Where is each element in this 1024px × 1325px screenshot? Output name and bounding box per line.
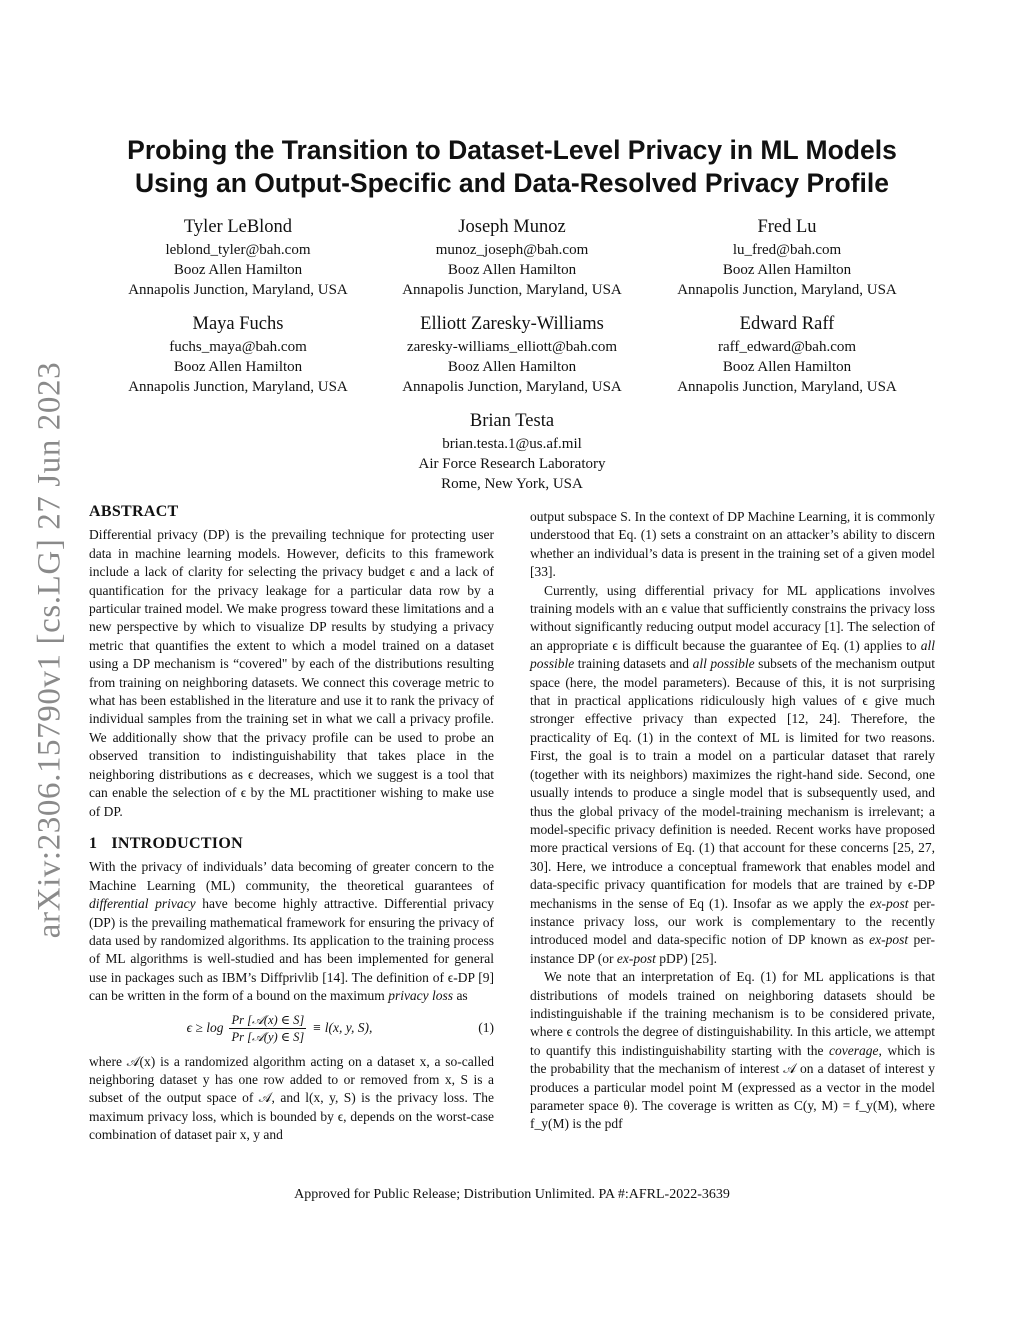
right-column [530,508,935,1134]
author-block [642,311,932,397]
author-location: Annapolis Junction, Maryland, USA [402,282,622,298]
emphasis-text: ex-post [616,950,656,966]
author-email: brian.testa.1@us.af.mil [442,436,582,452]
text-run: per-instance DP (or [530,932,936,966]
author-location: Rome, New York, USA [441,476,583,492]
equation-lhs: ϵ ≥ log [186,1019,224,1035]
author-org: Booz Allen Hamilton [447,359,577,375]
right-paragraph-2 [530,582,935,969]
text-run: have become highly attractive. Differential privacy (DP) is the prevailing mathematical framework for ensuring the privacy of data used by randomized algorithms. Its application to the training process of ML algorithms is well-studied and has been implemented for general use in packages such as IBM’s Diffprivlib [14]. The definition of ϵ-DP [9] can be written in the form of a bound on the maximum [89,896,494,1004]
section-number: 1 [89,834,98,852]
text-run: We note that an interpretation of Eq. (1) for ML applications is that distributions of models trained on neighboring datasets should be indistinguishable if the training mechanism is to be considered private, where ϵ controls the degree of distinguishability. In this article, we attempt to quantify this indistinguishability starting with the [530,969,935,1058]
author-name: Edward Raff [739,314,835,334]
author-block [367,408,657,494]
abstract-heading: ABSTRACT [89,503,179,520]
title-line-2: Using an Output-Specific and Data-Resolved Privacy Profile [135,168,889,198]
author-block [93,311,383,397]
emphasis-text: all possible [530,637,935,672]
author-name: Maya Fuchs [192,314,284,334]
author-email: munoz_joseph@bah.com [435,242,589,258]
text-run: , which is the probability that the mechanism of interest 𝒜 on a dataset of interest y produces a particular model point M (expressed as a vector in the model parameter space θ). The coverage is written as C(y, M) = f_y(M), where f_y(M) is the pdf [530,1042,935,1132]
equation-fraction [229,1012,306,1045]
title-line-1: Probing the Transition to Dataset-Level Privacy in ML Models [127,135,897,165]
paper-title [80,134,944,200]
text-run: per-instance privacy loss, our work is complementary to the recently introduced model and data-specific notion of DP known as [530,895,935,948]
emphasis-text: coverage [829,1042,879,1058]
text-run: subsets of the mechanism output space (here, the model parameters). Because of this, it is not surprising that in practical applications ridiculously high values of ϵ give much stronger effective privacy than expected [12, 24]. Therefore, the practicality of Eq. (1) in the context of ML is limited for two reasons. First, the goal is to train a model on a particular dataset that rarely (together with its neighbors) maximizes the right-hand side. Second, one usually intends to produce a single model that is subsequently used, and thus the global privacy of the model-training mechanism is irrelevant; a model-specific privacy definition is needed. Recent works have proposed more practical versions of Eq. (1) that account for these concerns [25, 27, 30]. Here, we introduce a conceptual framework that enables model and data-specific privacy quantification for models that are trained by ϵ-DP mechanisms in the sense of Eq (1). Insofar as we apply the [530,656,935,911]
author-org: Booz Allen Hamilton [173,262,303,278]
author-block [367,214,657,300]
author-location: Annapolis Junction, Maryland, USA [402,379,622,395]
author-org: Booz Allen Hamilton [173,359,303,375]
author-name: Elliott Zaresky-Williams [420,314,604,334]
abstract-text: Differential privacy (DP) is the prevailing technique for protecting user data in machine learning models. However, deficits to this framework include a lack of clarity for selecting the privacy budget ϵ and a lack of quantification for the privacy leakage for a particular data row by a particular trained model. We make progress toward these limitations and a new perspective by which to visualize DP results by studying a privacy metric that quantifies the extent to which a model trained on a dataset using a DP mechanism is “covered" by each of the distributions resulting from training on neighboring datasets. We connect this coverage metric to what has been established in the literature and use it to rank the privacy of individual samples from the training set in what we call a privacy profile. We additionally show that the privacy profile can be used to probe an observed transition to indistinguishability that takes place in the neighboring distributions as ϵ decreases, which we suggest is a tool that can enable the selection of ϵ by the ML practitioner wishing to make use of DP. [89,527,494,819]
right-paragraph-3 [530,968,935,1134]
author-location: Annapolis Junction, Maryland, USA [677,282,897,298]
equation-number: (1) [478,1019,494,1035]
author-block [93,214,383,300]
text-run: Currently, using differential privacy for ML applications involves training models with an ϵ value that sufficiently constrains the privacy loss without significantly reducing output model accuracy [1]. The selection of an appropriate ϵ is difficult because the guarantee of Eq. (1) applies to [530,582,935,653]
section-title: INTRODUCTION [111,834,243,852]
author-org: Air Force Research Laboratory [418,456,606,472]
intro-paragraph-2: where 𝒜(x) is a randomized algorithm acting on a dataset x, a so-called neighboring dataset y has one row added to or removed from x, S is a subset of the output space of 𝒜, and l(x, y, S) is the privacy loss. The maximum privacy loss, which is bounded by ϵ, depends on the worst-case combination of dataset pair x, y and [89,1053,494,1143]
author-email: fuchs_maya@bah.com [169,339,307,355]
author-location: Annapolis Junction, Maryland, USA [128,379,348,395]
text-run: With the privacy of individuals’ data becoming of greater concern to the Machine Learning (ML) community, the theoretical guarantees of [89,859,494,893]
text-run: pDP) [25]. [655,950,717,966]
author-email: raff_edward@bah.com [717,339,857,355]
equation-rhs: ≡ l(x, y, S), [312,1019,373,1035]
intro-heading [89,835,494,853]
equation-denominator: Pr [𝒜(y) ∈ S] [231,1029,305,1044]
text-run: as [453,988,468,1004]
intro-paragraph-1 [89,858,494,1005]
release-footer: Approved for Public Release; Distribution Unlimited. PA #:AFRL-2022-3639 [294,1187,730,1202]
author-block [642,214,932,300]
author-email: lu_fred@bah.com [732,242,842,258]
author-name: Brian Testa [469,411,555,431]
equation-body [89,1012,470,1045]
emphasis-text: privacy loss [388,988,454,1004]
author-email: zaresky-williams_elliott@bah.com [406,339,617,355]
author-email: leblond_tyler@bah.com [165,242,311,258]
author-org: Booz Allen Hamilton [722,262,852,278]
author-location: Annapolis Junction, Maryland, USA [677,379,897,395]
author-block [367,311,657,397]
emphasis-text: all possible [692,656,755,672]
equation-1 [89,1012,494,1045]
author-name: Fred Lu [757,217,817,237]
left-column [89,503,494,1145]
author-org: Booz Allen Hamilton [722,359,852,375]
author-location: Annapolis Junction, Maryland, USA [128,282,348,298]
equation-numerator: Pr [𝒜(x) ∈ S] [231,1012,305,1027]
author-name: Joseph Munoz [458,217,566,237]
emphasis-text: ex-post [869,895,909,911]
right-paragraph-1: output subspace S. In the context of DP Machine Learning, it is commonly understood that Eq. (1) sets a constraint on an attacker’s ability to discern whether an individual’s data is present in the training set of a given model [33]. [530,509,935,580]
author-name: Tyler LeBlond [183,217,293,237]
author-org: Booz Allen Hamilton [447,262,577,278]
emphasis-text: ex-post [869,932,909,948]
text-run: training datasets and [574,656,693,672]
emphasis-text: differential privacy [89,896,196,912]
arxiv-side-label: arXiv:2306.15790v1 [cs.LG] 27 Jun 2023 [31,361,68,939]
